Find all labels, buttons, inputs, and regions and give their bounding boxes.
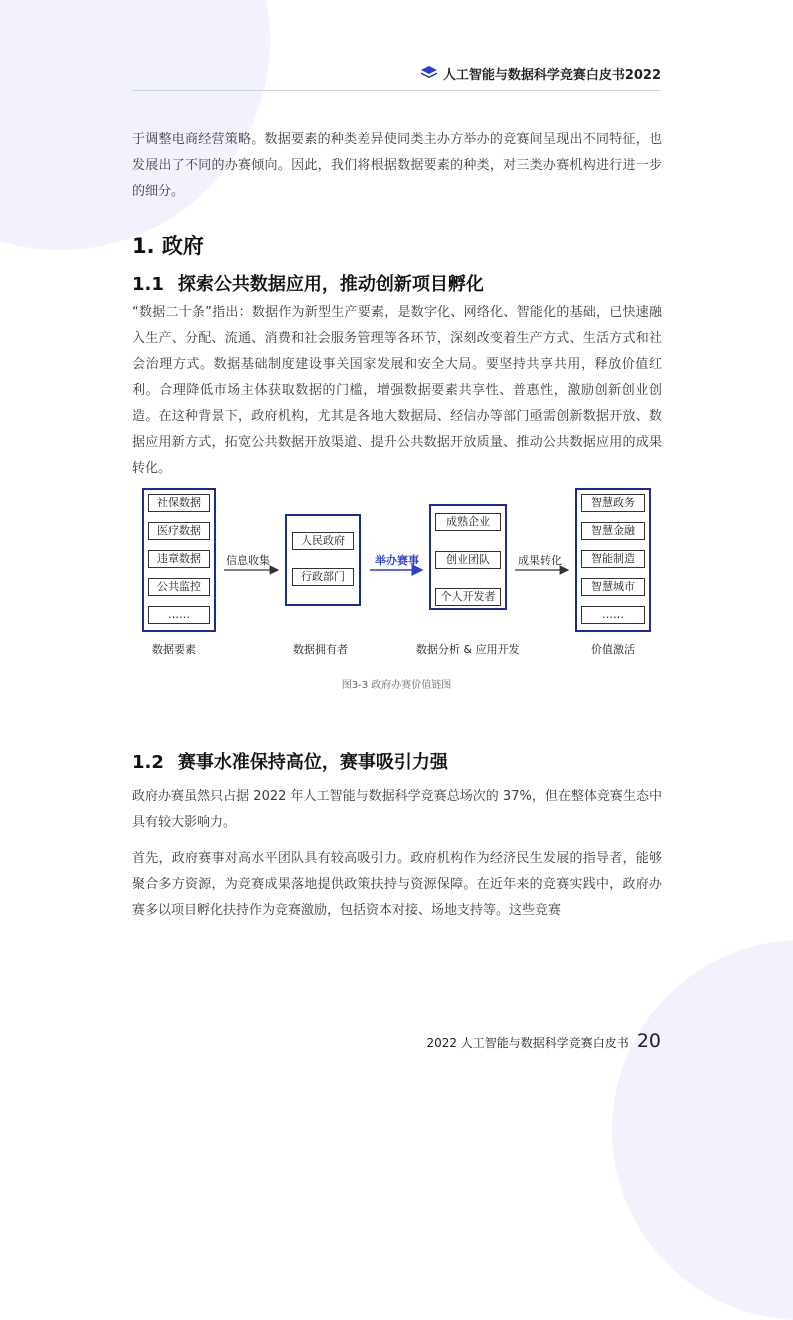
column-label-developers: 数据分析 & 应用开发	[416, 643, 520, 656]
page-number: 20	[636, 1030, 661, 1052]
subsection-text: 探索公共数据应用，推动创新项目孵化	[177, 274, 484, 295]
figure-caption: 图3-3 政府办赛价值链图	[341, 680, 452, 691]
data-owner-item: 行政部门	[292, 568, 354, 586]
data-element-item: 社保数据	[148, 494, 210, 512]
value-item: 智慧金融	[581, 522, 645, 540]
developer-item: 创业团队	[435, 551, 501, 569]
paragraph-attraction: 首先，政府赛事对高水平团队具有较高吸引力。政府机构作为经济民生发展的指导者，能够聚合多方资源，为竞赛成果落地提供政策扶持与资源保障。在近年来的竞赛实践中，政府办赛多以项目孵化扶持作为竞赛激励，包括资本对接、场地支持等。这些竞赛	[132, 851, 662, 918]
layers-logo-icon	[421, 66, 437, 80]
column-label-data-elements: 数据要素	[152, 643, 196, 656]
page-header	[421, 63, 661, 83]
value-item: 智能制造	[581, 550, 645, 568]
value-chain-diagram	[132, 480, 662, 660]
subsection-text: 赛事水准保持高位，赛事吸引力强	[177, 752, 448, 773]
diagram-arrows	[132, 480, 662, 660]
developer-item: 个人开发者	[435, 588, 501, 606]
paragraph-data-policy: “数据二十条”指出：数据作为新型生产要素，是数字化、网络化、智能化的基础，已快速融入生产、分配、流通、消费和社会服务管理等各环节，深刻改变着生产方式、生活方式和社会治理方式。数据基础制度建设事关国家发展和安全大局。要坚持共享共用，释放价值红利。合理降低市场主体获取数据的门槛，增强数据要素共享性、普惠性，激励创新创业创造。在这种背景下，政府机构，尤其是各地大数据局、经信办等部门亟需创新数据开放、数据应用新方式，拓宽公共数据开放渠道、提升公共数据开放质量、推动公共数据应用的成果转化。	[132, 305, 662, 476]
arrow-label-host: 举办赛事	[375, 554, 419, 567]
subsection-number: 1.1	[132, 274, 164, 295]
value-item: 智慧政务	[581, 494, 645, 512]
value-item: ……	[581, 606, 645, 624]
subsection-number: 1.2	[132, 752, 164, 773]
decorative-circle-top-left	[0, 0, 270, 250]
header-title: 人工智能与数据科学竞赛白皮书2022	[442, 67, 661, 83]
footer-title: 2022 人工智能与数据科学竞赛白皮书	[426, 1036, 629, 1050]
data-element-item: 公共监控	[148, 578, 210, 596]
column-label-owners: 数据拥有者	[293, 643, 348, 656]
subsection-1-2-title	[132, 748, 448, 774]
value-item: 智慧城市	[581, 578, 645, 596]
arrow-label-transform: 成果转化	[518, 554, 562, 567]
subsection-1-1-title	[132, 270, 484, 296]
data-element-item: 医疗数据	[148, 522, 210, 540]
data-owner-item: 人民政府	[292, 532, 354, 550]
developer-item: 成熟企业	[435, 513, 501, 531]
header-divider	[132, 90, 661, 91]
arrow-label-collect: 信息收集	[226, 554, 270, 567]
decorative-circle-bottom-right	[612, 940, 793, 1320]
column-label-values: 价值激活	[591, 643, 635, 656]
paragraph-share: 政府办赛虽然只占据 2022 年人工智能与数据科学竞赛总场次的 37%，但在整体竞赛生态中具有较大影响力。	[132, 789, 662, 830]
data-element-item: 违章数据	[148, 550, 210, 568]
section-title: 1. 政府	[132, 234, 204, 258]
page-footer	[426, 1030, 661, 1052]
intro-paragraph: 于调整电商经营策略。数据要素的种类差异使同类主办方举办的竞赛间呈现出不同特征，也发展出了不同的办赛倾向。因此，我们将根据数据要素的种类，对三类办赛机构进行进一步的细分。	[132, 132, 662, 199]
data-element-item: ……	[148, 606, 210, 624]
